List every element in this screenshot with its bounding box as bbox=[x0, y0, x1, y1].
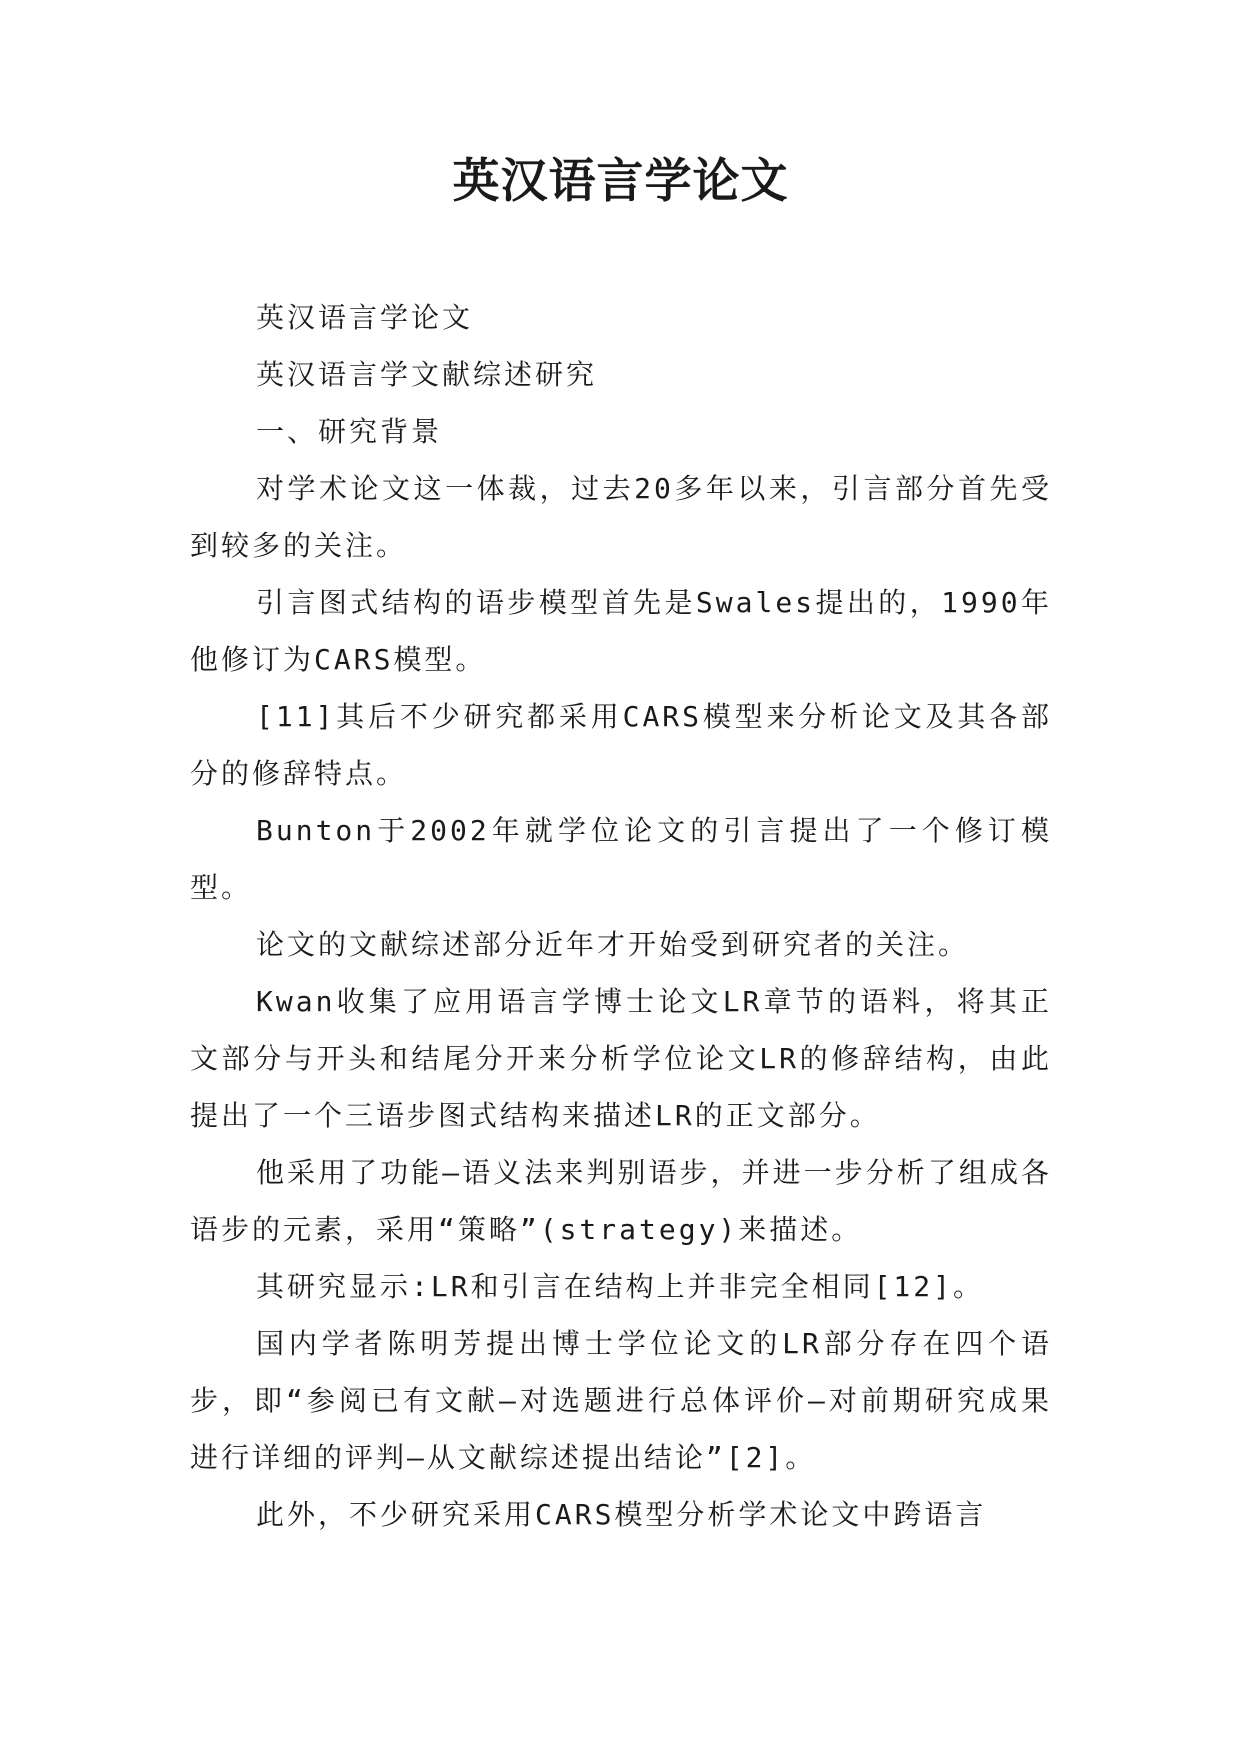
paragraph: Bunton于2002年就学位论文的引言提出了一个修订模型。 bbox=[190, 814, 1052, 904]
paragraph: 对学术论文这一体裁，过去20多年以来，引言部分首先受到较多的关注。 bbox=[190, 472, 1052, 562]
paragraph: 他采用了功能—语义法来判别语步，并进一步分析了组成各语步的元素，采用“策略”(strategy)来描述。 bbox=[190, 1156, 1052, 1246]
paragraph: 论文的文献综述部分近年才开始受到研究者的关注。 bbox=[256, 928, 970, 961]
section-heading: 一、研究背景 bbox=[256, 415, 443, 448]
paragraph: 其研究显示:LR和引言在结构上并非完全相同[12]。 bbox=[256, 1270, 985, 1303]
paragraph: [11]其后不少研究都采用CARS模型来分析论文及其各部分的修辞特点。 bbox=[190, 700, 1052, 790]
paragraph: 引言图式结构的语步模型首先是Swales提出的，1990年他修订为CARS模型。 bbox=[190, 586, 1052, 676]
paragraph: 国内学者陈明芳提出博士学位论文的LR部分存在四个语步，即“参阅已有文献—对选题进行总体评价—对前期研究成果进行详细的评判—从文献综述提出结论”[2]。 bbox=[190, 1327, 1052, 1474]
paragraph: Kwan收集了应用语言学博士论文LR章节的语料，将其正文部分与开头和结尾分开来分析学位论文LR的修辞结构，由此提出了一个三语步图式结构来描述LR的正文部分。 bbox=[190, 985, 1052, 1132]
paragraph: 英汉语言学论文 bbox=[256, 301, 474, 334]
paragraph: 此外，不少研究采用CARS模型分析学术论文中跨语言 bbox=[256, 1498, 987, 1531]
document-title: 英汉语言学论文 bbox=[452, 154, 789, 209]
document-body bbox=[190, 289, 1052, 1543]
paragraph: 英汉语言学文献综述研究 bbox=[256, 358, 598, 391]
